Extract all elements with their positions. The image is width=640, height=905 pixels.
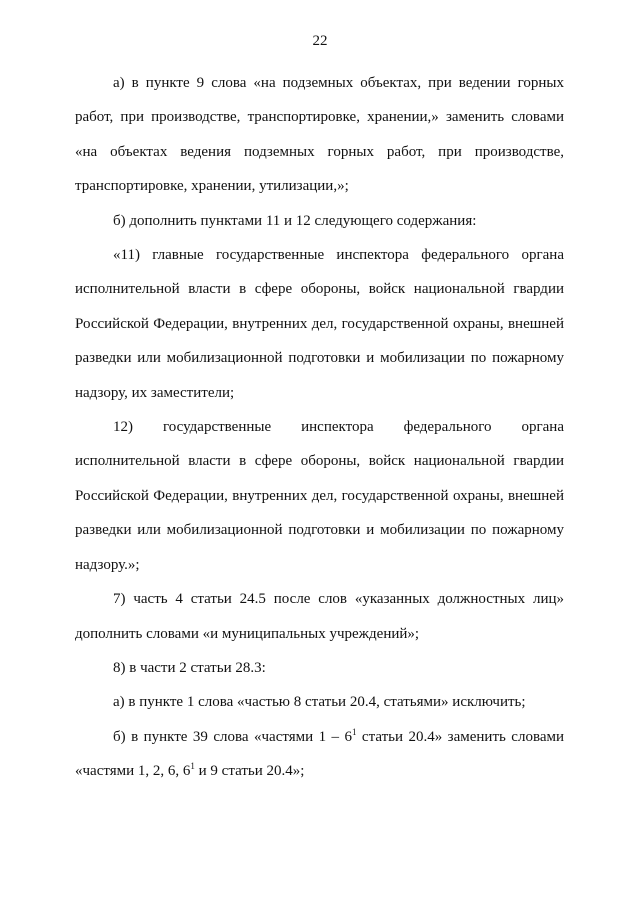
document-body (75, 66, 564, 789)
paragraph-item-8-b-part1: б) в пункте 39 слова «частями 1 – 6 (113, 728, 352, 745)
paragraph-item-7: 7) часть 4 статьи 24.5 после слов «указанных должностных лиц» дополнить словами «и муниципальных учреждений»; (75, 591, 564, 642)
paragraph-item-8: 8) в части 2 статьи 28.3: (113, 659, 266, 676)
superscript-one: 1 (351, 726, 357, 737)
paragraph-item-8-b (75, 720, 564, 789)
paragraph-amendment-b-add-points: б) дополнить пунктами 11 и 12 следующего содержания: (113, 212, 477, 229)
superscript-one-second: 1 (190, 761, 195, 772)
page-number: 22 (312, 33, 328, 49)
paragraph-item-8-b-part3: и 9 статьи 20.4»; (194, 763, 305, 780)
paragraph-amendment-a-point-9: а) в пункте 9 слова «на подземных объектах, при ведении горных работ, при производстве, транспортировке, хранении,» заменить словами «на объектах ведения подземных горных работ, при производстве, транспортировке, хранении, утилизации,»; (75, 75, 564, 195)
paragraph-item-8-b-part2: статьи 20.4» заменить словами «частями 1, 2, 6, 6 (75, 728, 565, 780)
paragraph-point-12: 12) государственные инспектора федерального органа исполнительной власти в сфере обороны, войск национальной гвардии Российской Федерации, внутренних дел, государственной охраны, внешней разведки или мобилизационной подготовки и мобилизации по пожарному надзору.»; (75, 419, 564, 573)
paragraph-item-8-a: а) в пункте 1 слова «частью 8 статьи 20.4, статьями» исключить; (113, 694, 526, 711)
paragraph-point-11: «11) главные государственные инспектора федерального органа исполнительной власти в сфере обороны, войск национальной гвардии Российской Федерации, внутренних дел, государственной охраны, внешней разведки или мобилизационной подготовки и мобилизации по пожарному надзору, их заместители; (75, 247, 564, 401)
